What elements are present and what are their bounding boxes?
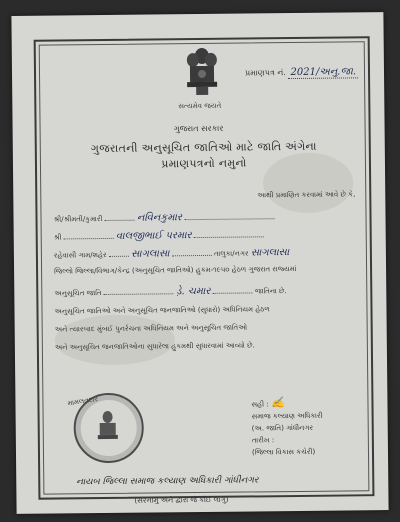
signature-block [251, 397, 323, 459]
bottom-note: (સરનામું અને દ્વારા જે કોઈ લાગુ) [134, 495, 229, 505]
certificate-number-label: પ્રમાણપત્ર નં. [244, 68, 286, 78]
body-line-4: અને અનુસૂચિત જનજાતિઓના સુધારેલા હુકમથી સુધારવામાં આવ્યો છે. [54, 341, 255, 352]
certificate-number [245, 66, 358, 78]
taluka-label: તાલુકા/નગર [213, 249, 249, 258]
caste-suffix: જાતિના છે. [254, 287, 287, 296]
body-line-3: અને ત્યારબાદ મુંબઈ પુનર્રચના અધિનિયમ અને અનુસૂચિત જાતિઓ [54, 323, 248, 334]
village-value: સાગલાસા [131, 248, 170, 260]
seal-text: મામલતદાર [66, 394, 99, 408]
title-line-1: ગુજરાતની અનુસૂચિત જાતિઓ માટે જાતિ અંગેના [90, 139, 317, 156]
district-label: જિલ્લો [54, 267, 74, 276]
certificate-number-value: 2021/અનુ.જા. [288, 66, 358, 79]
signature-row [251, 397, 322, 411]
certificate-page [11, 12, 388, 514]
government-heading: ગુજરાત સરકાર [173, 123, 224, 134]
taluka-value: સાગલાસા [250, 247, 290, 259]
officer-line-3: (જિલ્લા વિકાસ કચેરી) [251, 447, 316, 457]
name-label: શ્રી/શ્રીમતી/કુમારી [53, 215, 103, 224]
emblem-caption: સત્યમેવ જયતે [178, 101, 222, 111]
father-label: શ્રી [53, 233, 62, 242]
date-label: તારીખ : [251, 436, 275, 445]
officer-line-1: સમાજ કલ્યાણ અધિકારી [251, 411, 323, 421]
signature-label: સહી : [251, 400, 269, 409]
body-text-1: જિલ્લા/વિભાગ/કેન્દ્ર (અનુસૂચિત જાતિઓ) હુકમ-૧૯૫૦ હેઠળ ગુજરાત રાજ્યમાં [75, 264, 297, 276]
body-line-2: અનુસૂચિત જાતિઓ અને અનુસૂચિત જનજાતિઓ (સુધારો) અધિનિયમ હેઠળ [54, 305, 270, 316]
title-line-2: પ્રમાણપત્રનો નમુનો [161, 156, 247, 171]
seal-emblem-icon [94, 409, 122, 443]
village-label: રહેવાસી ગામ/શહેર [53, 250, 107, 260]
caste-value: ડ઼ે. ચમાર [175, 285, 211, 298]
officer-line-2: (અ. જાતિ) ગાંધીનગર [251, 423, 314, 433]
caste-prefix: અનુસૂચિત જાતિ [54, 289, 102, 298]
bottom-handwriting: નાયબ જિલ્લા સમાજ કલ્યાણ અધિકારી ગાંધીનગર [76, 475, 259, 488]
father-value: વાલજીભાઈ પરમાર [115, 230, 192, 242]
officer-signature-icon: ✍ [270, 396, 285, 410]
national-emblem-icon [182, 44, 223, 100]
name-value: નવિનકુમાર [136, 212, 183, 224]
intro-text: આથી પ્રમાણિત કરવામાં આવે છે કે, [257, 190, 356, 200]
certificate-title [53, 138, 355, 173]
